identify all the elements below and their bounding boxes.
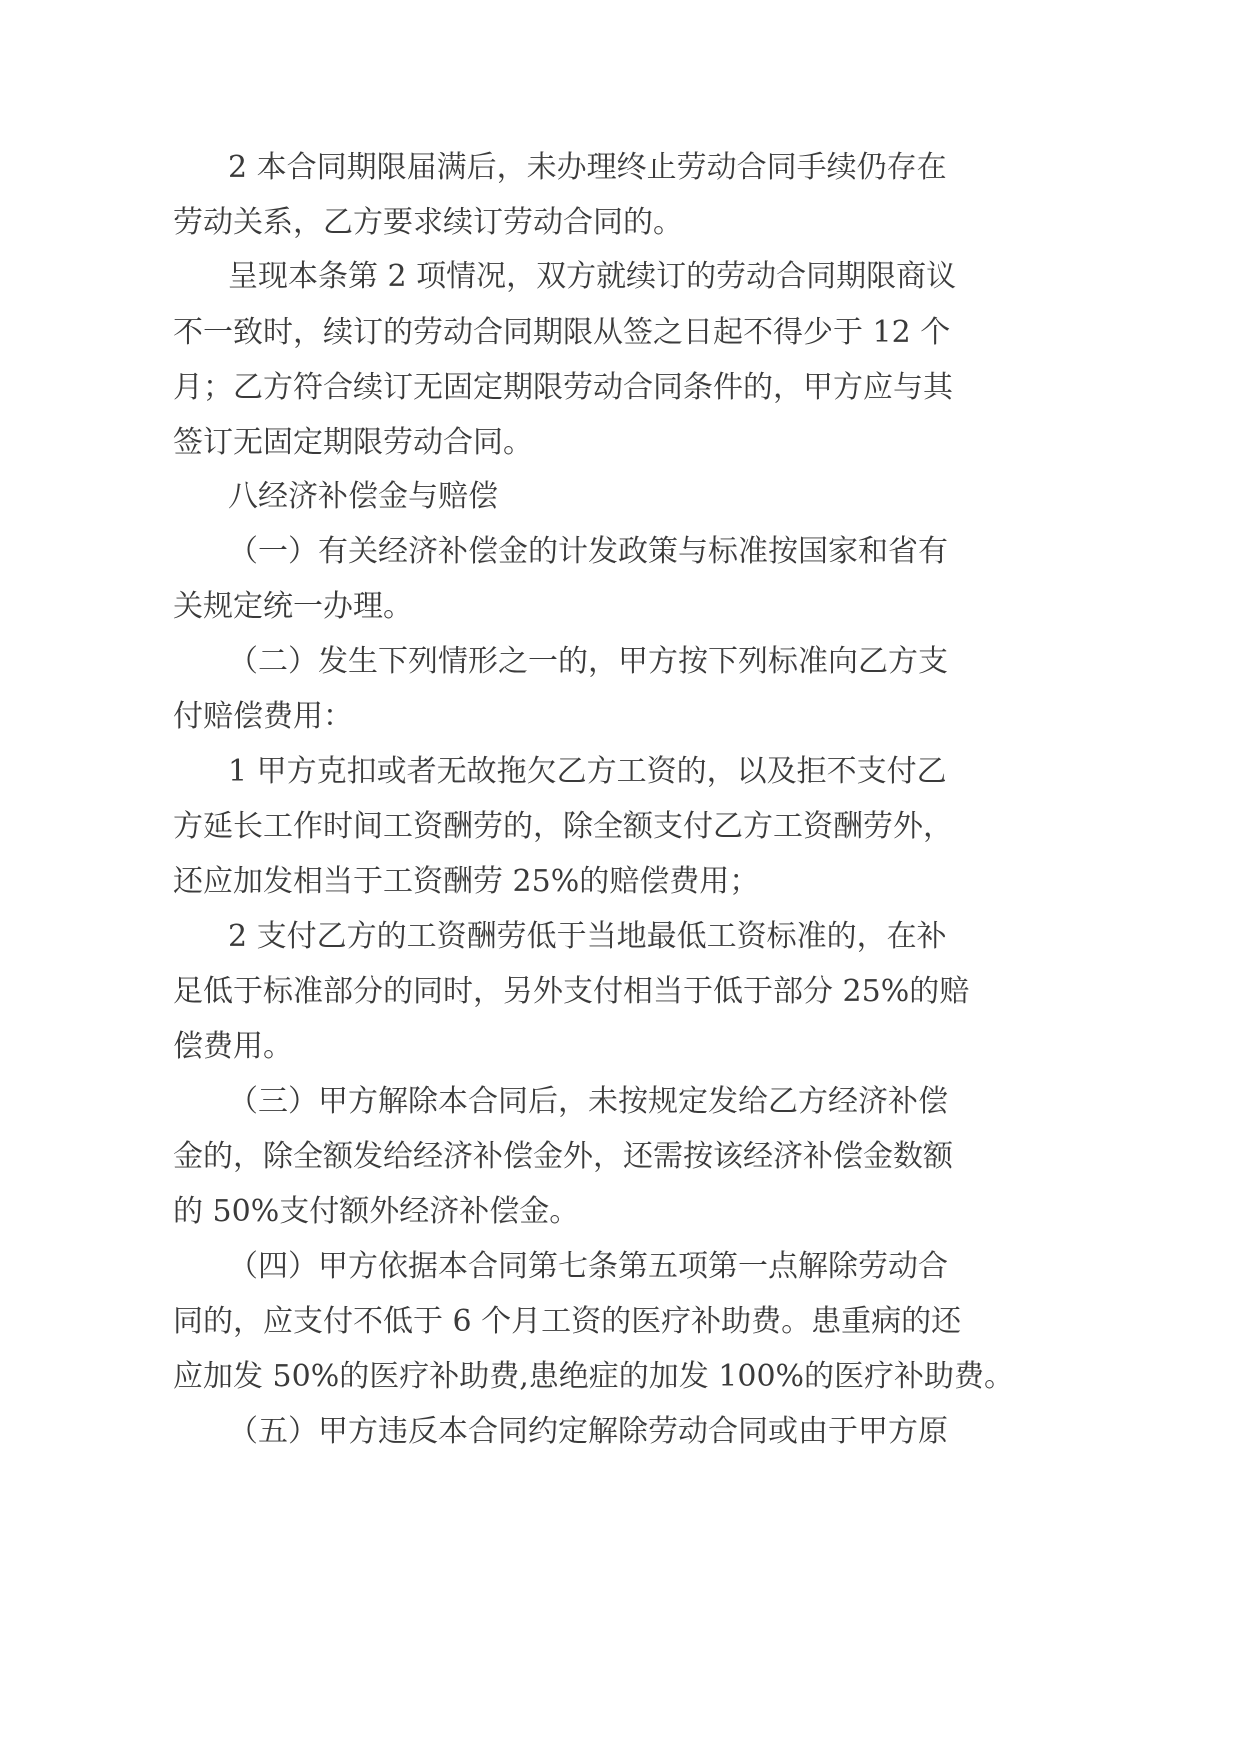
text-line [0, 1137, 1241, 1177]
text-line [0, 1027, 1241, 1067]
text-line [0, 368, 1241, 408]
text-line [0, 1192, 1241, 1232]
text-line [0, 148, 1241, 188]
text-line-content: 签订无固定期限劳动合同。 [173, 425, 533, 460]
text-line-content: （一）有关经济补偿金的计发政策与标准按国家和省有 [228, 534, 948, 569]
text-line [0, 972, 1241, 1012]
text-line-content: 不一致时，续订的劳动合同期限从签之日起不得少于 12 个 [173, 315, 951, 350]
text-line-content: 付赔偿费用： [173, 699, 353, 734]
text-line [0, 697, 1241, 737]
text-line [0, 257, 1241, 297]
text-line-content: 同的，应支付不低于 6 个月工资的医疗补助费。患重病的还 [173, 1304, 962, 1339]
text-line-content: 的 50%支付额外经济补偿金。 [173, 1194, 580, 1229]
text-line-content: 方延长工作时间工资酬劳的，除全额支付乙方工资酬劳外， [173, 809, 953, 844]
text-line-content: 1 甲方克扣或者无故拖欠乙方工资的，以及拒不支付乙 [228, 754, 947, 789]
text-line [0, 423, 1241, 463]
text-line-content: 2 本合同期限届满后，未办理终止劳动合同手续仍存在 [228, 150, 947, 185]
section-heading [0, 477, 1241, 517]
text-line [0, 313, 1241, 353]
text-line [0, 642, 1241, 682]
text-line [0, 1082, 1241, 1122]
text-line-content: （四）甲方依据本合同第七条第五项第一点解除劳动合 [228, 1249, 948, 1284]
text-line-content: 2 支付乙方的工资酬劳低于当地最低工资标准的，在补 [228, 919, 947, 954]
text-line-content: （三）甲方解除本合同后，未按规定发给乙方经济补偿 [228, 1084, 948, 1119]
text-line [0, 1357, 1241, 1397]
text-line-content: （五）甲方违反本合同约定解除劳动合同或由于甲方原 [228, 1414, 948, 1449]
text-line [0, 532, 1241, 572]
text-line-content: 金的，除全额发给经济补偿金外，还需按该经济补偿金数额 [173, 1139, 953, 1174]
text-line-content: 足低于标准部分的同时，另外支付相当于低于部分 25%的赔 [173, 974, 970, 1009]
text-line-content: 八经济补偿金与赔偿 [228, 479, 498, 514]
text-line-content: 劳动关系，乙方要求续订劳动合同的。 [173, 205, 683, 240]
text-line-content: 偿费用。 [173, 1029, 293, 1064]
text-line-content: 还应加发相当于工资酬劳 25%的赔偿费用； [173, 864, 760, 899]
text-line [0, 1412, 1241, 1452]
text-line [0, 1247, 1241, 1287]
text-line-content: （二）发生下列情形之一的，甲方按下列标准向乙方支 [228, 644, 948, 679]
text-line-content: 关规定统一办理。 [173, 589, 413, 624]
text-line [0, 587, 1241, 627]
text-line [0, 752, 1241, 792]
text-line [0, 203, 1241, 243]
text-line-content: 月；乙方符合续订无固定期限劳动合同条件的，甲方应与其 [173, 370, 953, 405]
text-line [0, 1302, 1241, 1342]
text-line [0, 917, 1241, 957]
text-line [0, 807, 1241, 847]
text-line-content: 应加发 50%的医疗补助费,患绝症的加发 100%的医疗补助费。 [173, 1359, 1015, 1394]
text-line-content: 呈现本条第 2 项情况，双方就续订的劳动合同期限商议 [228, 259, 957, 294]
text-line [0, 862, 1241, 902]
